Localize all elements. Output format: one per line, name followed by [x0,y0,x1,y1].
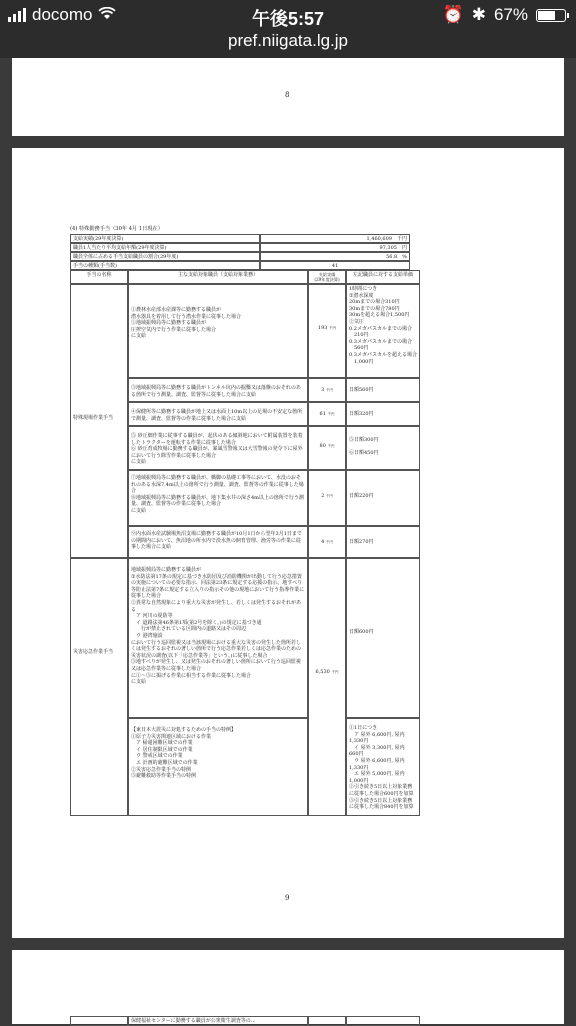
url-bar[interactable] [0,30,576,58]
rate-cell: 日額270円 [346,526,420,558]
status-right [443,5,566,25]
page-number: 8 [285,91,290,99]
alarm-icon: ⏰ [442,5,464,24]
rate-cell: 日額320円 [346,402,420,426]
actual-cell: 61 千円 [308,402,346,426]
actual-cell: 193 千円 [308,284,346,378]
url-text: pref.niigata.lg.jp [227,31,349,50]
rate-cell: ①1日につき ア 屋外 6,600円, 屋内 1,330円 イ 屋外 3,300円, 屋内 660円 ウ 屋外 6,600円, 屋内 1,330円 エ 屋外 5,000円, 屋内 1,000円 ②引き続き5日以上対象業務に従事した場合600円を加算 ③引き続き5日以上対象業務に従事した場合840円を加算 [346,718,420,816]
summary-label: 職員全体に占める手当支給職員の割合(29年度) [70,252,260,261]
target-cell: 【東日本大震災に対処するための手当の特例】 ①原子力災害関連区域における作業 ア 帰還困難区域での作業 イ 居住制限区域での作業 ウ 警戒区域での作業 エ 計画的避難区域での作業 ②災害応急作業手当の特例 ③避難救助等作業手当の特例 [128,718,308,816]
fragment-cell [346,1016,420,1026]
rate-cell: 1時間につき ①潜水深度 20mまでの場合310円 30mまでの場合780円 30mを超える場合1,500円 ②気圧 0.2メガパスカルまでの場合 210円 0.3メガパスカルまでの場合 560円 0.3メガパスカルを超える場合 1,000円 [346,284,420,378]
clock: 午後5:57 [251,9,325,29]
summary-value: 56.8 % [260,252,410,261]
fragment-text: 保健福祉センターに勤務する職員が公衆衛生調査等の... [128,1016,308,1026]
page-number: 9 [285,894,290,902]
battery-icon [536,9,566,22]
table-title: (4) 特殊勤務手当（30年 4月 1日現在） [70,226,163,232]
target-cell: ①農林水産部水産課等に勤務する職員が 潜水器具を着用して行う潜水作業に従事した場合 ②地域振興局等に勤務する職員が 圧搾空気内で行う作業に従事した場合 に支給 [128,284,308,378]
actual-cell: 4 千円 [308,526,346,558]
header-target: 主な支給対象職員（支給対象業務） [128,270,308,284]
summary-label: 手当の種類(手当数) [70,261,260,270]
header-actual: 支給実績 (29年度決算) [308,270,346,284]
target-cell: ④保健所等に勤務する職員が地上又は水面上10m以上の足場の不安定な箇所で測量、調査、監督等の作業に従事した場合に支給 [128,402,308,426]
header-name: 手当の名称 [70,270,128,284]
actual-cell: 6,530 千円 [308,558,346,816]
target-cell: ⑨内水面水産試験場魚沼支場に勤務する職員が10月1日から翌年3月1日までの期間内において、魚沼地の所水内で淡水魚の飼育管理、漁労等の作業に従事した場合に支給 [128,526,308,558]
table-fragment [70,1016,420,1024]
rate-cell: 日額220円 [346,470,420,526]
target-cell: ⑦地域振興局等に勤務する職員が、橋脚の基礎工事等において、水没のおそれのある水深7.4m以上の箇所で行う測量、調査、監督等の作業に従事した場合 ⑧地域振興局等に勤務する職員が、地下集水井の深さ4m以上の箇所で行う測量、調査、監督等の作業に従事した場合 に支給 [128,470,308,526]
target-cell: ③地域振興局等に勤務する職員がトンネル坑内の掘鑿又は落盤のおそれのある箇所で行う測量、調査、監督等に従事した場合に支給 [128,378,308,402]
actual-cell: 2 千円 [308,470,346,526]
rate-cell: 日額600円 [346,558,420,718]
status-bar [0,0,576,30]
pdf-page-bottom [12,950,564,1024]
target-cell: ⑤ 砂丘畑作業に従事する職員が、起伏のある傾斜地において附属装置を装着したトラクターを運転する作業に従事した場合 ⑥ 砂丘育成牧場に勤務する職員が、暴風雪警報又は大雪警報の発令下に屋外において行う除雪作業に従事した場合 に支給 [128,426,308,470]
battery-percent: 67% [493,5,528,24]
summary-label: 支給実績(29年度決算) [70,234,260,243]
pdf-page-top [12,58,564,136]
allowance-table [70,226,420,826]
actual-cell: 3 千円 [308,378,346,402]
header-rate: 左記職員に対する支給単価 [346,270,420,284]
allowance-name: 災害応急作業手当 [70,558,128,816]
pdf-page-main [12,148,564,938]
bluetooth-icon: ✱ [471,5,486,24]
actual-cell: 80 千円 [308,426,346,470]
rate-cell: 日額560円 [346,378,420,402]
rate-cell: ⑤日額300円 ⑥日額450円 [346,426,420,470]
fragment-cell [308,1016,346,1026]
allowance-name: 特殊現場作業手当 [70,284,128,558]
target-cell: 地域振興局等に勤務する職員が ①水防法第17条の規定に基づき水防団及び消防機関が出動して行う応急措置の実施についての必要な指示、同法第23条に規定する応援の指示、地すべり等防止法第7条に規定する立入りの指示その他の現地において行う指導作業に従事した場合 ②異常な自然現象により重大な災害が発生し、若しくは発生するおそれがある ア 河川の堤防等 イ 道路法第46条第1項(第2号を除く。)の規定に基づき通 行が禁止されている区間内の道路又はその周辺 ウ 港湾施設 において行う巡回監視又は当該現場における重大な災害の発生した箇所若しくは発生するおそれの著しい箇所で行う応急作業若しくは応急作業のための災害状況の調査(以下「応急作業等」という。)に従事した場合 ③地すべりが発生し、又は発生のおそれの著しい箇所において行う巡回監視又は応急作業等に従事した場合 に①～③に掲げる作業に相当する作業に従事した場合 に支給 [128,558,308,718]
summary-value: 41 [260,261,410,270]
carrier-label: docomo [32,5,93,24]
summary-label: 職員1人当たり平均支給年額(29年度決算) [70,243,260,252]
summary-value: 1,460,609 千円 [260,234,410,243]
summary-value: 97,305 円 [260,243,410,252]
fragment-cell [70,1016,128,1026]
